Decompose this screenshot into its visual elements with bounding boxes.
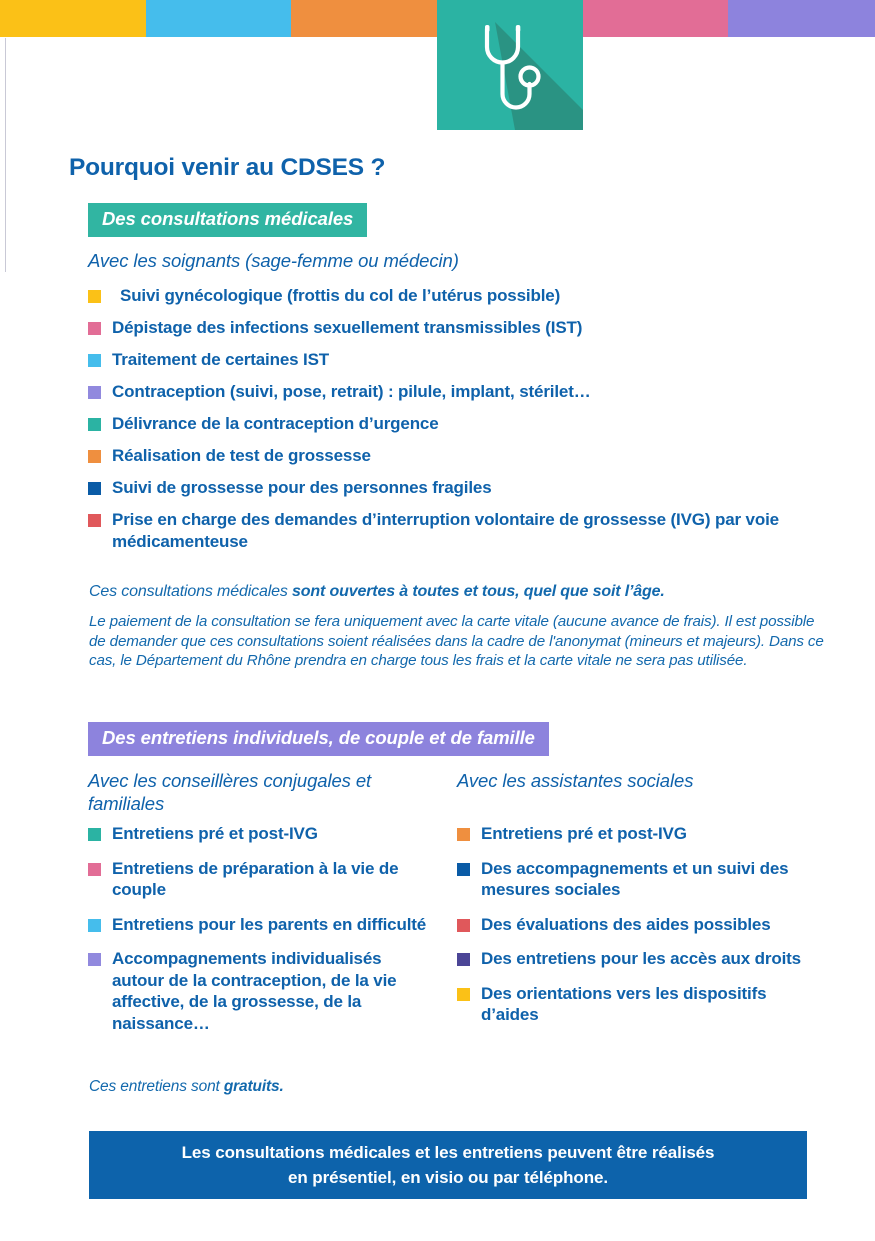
list-item-label: Entretiens pour les parents en difficulté xyxy=(112,914,427,934)
bullet-square-icon xyxy=(88,322,101,335)
note-paiement: Le paiement de la consultation se fera uniquement avec la carte vitale (aucune avance de frais). Il est possible de demander que ces consultations soient réalisées dans la cadre de l'anonymat (mineurs et majeurs). Dans ce cas, le Département du Rhône prendra en charge tous les frais et la carte vitale ne sera pas utilisée. xyxy=(89,613,824,669)
list-item-label: Prise en charge des demandes d’interruption volontaire de grossesse (IVG) par voie médicamenteuse xyxy=(112,510,779,551)
bullet-square-icon xyxy=(88,828,101,841)
list-item xyxy=(88,317,828,339)
section-header-entretiens: Des entretiens individuels, de couple et de famille xyxy=(88,722,549,756)
section-header-consultations-medicales: Des consultations médicales xyxy=(88,203,367,237)
bullet-square-icon xyxy=(88,290,101,303)
bullet-square-icon xyxy=(88,863,101,876)
list-item-label: Des entretiens pour les accès aux droits xyxy=(481,949,801,968)
list-item xyxy=(88,477,828,499)
bullet-square-icon xyxy=(88,354,101,367)
bullet-square-icon xyxy=(457,953,470,966)
page-title: Pourquoi venir au CDSES ? xyxy=(69,154,386,181)
list-item xyxy=(88,349,828,371)
color-bar-segment-purple xyxy=(728,0,875,37)
list-item xyxy=(88,858,438,901)
note-free-bold: gratuits. xyxy=(223,1078,284,1095)
stethoscope-icon-tile xyxy=(437,0,583,130)
subheading-avec-les-soignants: Avec les soignants (sage-femme ou médecin) xyxy=(88,250,459,271)
list-conseilleres-conjugales xyxy=(88,823,438,1047)
list-item xyxy=(88,823,438,845)
bullet-square-icon xyxy=(88,514,101,527)
list-item-label: Réalisation de test de grossesse xyxy=(112,446,371,465)
bullet-square-icon xyxy=(88,919,101,932)
list-item-label: Délivrance de la contraception d’urgence xyxy=(112,414,439,433)
list-assistantes-sociales xyxy=(457,823,827,1039)
list-item-label: Dépistage des infections sexuellement transmissibles (IST) xyxy=(112,318,583,337)
list-item-label: Contraception (suivi, pose, retrait) : pilule, implant, stérilet… xyxy=(112,382,591,401)
bullet-square-icon xyxy=(457,828,470,841)
color-bar-segment-orange xyxy=(291,0,437,37)
list-item xyxy=(88,381,828,403)
note-open-lead: Ces consultations médicales xyxy=(89,583,293,600)
bullet-square-icon xyxy=(457,919,470,932)
list-item xyxy=(88,948,438,1034)
note-free-lead: Ces entretiens sont xyxy=(89,1078,224,1095)
list-item-label: Entretiens pré et post-IVG xyxy=(481,824,687,843)
bullet-square-icon xyxy=(88,953,101,966)
list-item-label: Accompagnements individualisés autour de la contraception, de la vie affective, de la grossesse, de la naissance… xyxy=(112,949,397,1033)
stethoscope-icon xyxy=(437,0,583,130)
bullet-square-icon xyxy=(457,988,470,1001)
list-item xyxy=(88,285,828,307)
left-margin-rule xyxy=(5,38,6,272)
footer-banner-line-1: Les consultations médicales et les entretiens peuvent être réalisés xyxy=(181,1143,715,1162)
list-item xyxy=(457,823,827,845)
bullet-square-icon xyxy=(457,863,470,876)
list-item-label: Suivi gynécologique (frottis du col de l’utérus possible) xyxy=(120,286,561,305)
note-entretiens-gratuits xyxy=(89,1077,284,1097)
list-item-label: Des évaluations des aides possibles xyxy=(481,914,771,934)
bullet-square-icon xyxy=(88,418,101,431)
list-item xyxy=(88,509,828,552)
color-bar-segment-yellow xyxy=(0,0,146,37)
subheading-conseilleres-conjugales: Avec les conseillères conjugales et familiales xyxy=(88,770,372,814)
subheading-assistantes-sociales: Avec les assistantes sociales xyxy=(457,770,694,791)
bullet-square-icon xyxy=(88,482,101,495)
footer-banner xyxy=(89,1131,807,1199)
list-item-label: Suivi de grossesse pour des personnes fragiles xyxy=(112,478,492,497)
bullet-square-icon xyxy=(88,386,101,399)
footer-banner-line-2: en présentiel, en visio ou par téléphone. xyxy=(288,1168,608,1187)
color-bar-segment-pink xyxy=(583,0,728,37)
list-item xyxy=(88,413,828,435)
color-bar-segment-sky-blue xyxy=(146,0,291,37)
list-item-label: Entretiens de préparation à la vie de couple xyxy=(112,858,399,899)
list-item-label: Traitement de certaines IST xyxy=(112,350,330,369)
note-open-bold: sont ouvertes à toutes et tous, quel que soit l’âge. xyxy=(292,583,665,600)
list-item xyxy=(457,983,827,1026)
list-item-label: Des accompagnements et un suivi des mesures sociales xyxy=(481,858,789,899)
list-item xyxy=(457,948,827,970)
note-consultations-ouvertes xyxy=(89,582,665,602)
list-item-label: Entretiens pré et post-IVG xyxy=(112,824,318,843)
list-item-label: Des orientations vers les dispositifs d’aides xyxy=(481,983,767,1024)
list-consultations-medicales xyxy=(88,285,828,563)
bullet-square-icon xyxy=(88,450,101,463)
list-item xyxy=(88,445,828,467)
list-item xyxy=(457,914,827,936)
list-item xyxy=(457,858,827,901)
list-item xyxy=(88,914,438,936)
